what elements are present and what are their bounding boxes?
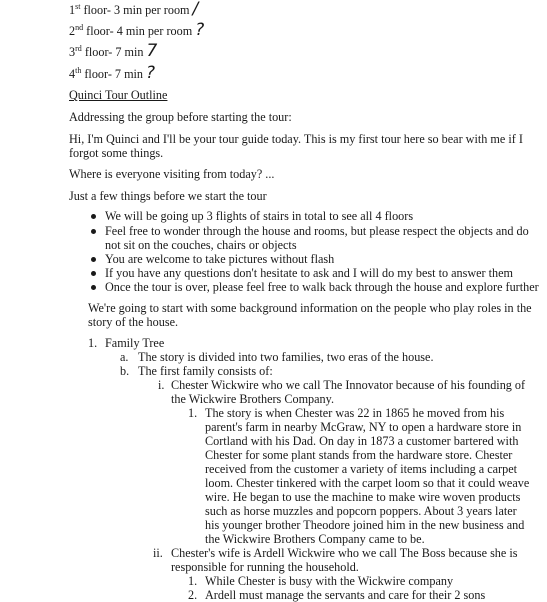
handwritten-mark: 7: [146, 41, 158, 61]
bullet-item: You are welcome to take pictures without flash: [105, 252, 335, 266]
bullet-dot: [91, 214, 96, 219]
intro-line-2: forgot some things.: [69, 146, 164, 160]
outline-label: 2.: [188, 588, 198, 602]
bullet-dot: [91, 285, 96, 290]
chester-story-line: wire. He began to use the machine to make wire woven products: [205, 490, 521, 504]
background-line-1: We're going to start with some background information on the people who play roles in the: [88, 301, 532, 315]
bullet-item: If you have any questions don't hesitate to ask and I will do my best to answer them: [105, 266, 514, 280]
bullet-dot: [91, 271, 96, 276]
outline-label: a.: [120, 350, 129, 364]
chester-story-line: Chester for some plant stands from the hardware store. Chester: [205, 448, 513, 462]
floor-line-2: 2nd floor- 4 min per room ?: [69, 20, 205, 40]
chester-story-line: his younger brother Theodore joined him in the new business and: [205, 518, 525, 532]
chester-story-line: Cortland with his Dad. On day in 1873 a customer bartered with: [205, 434, 519, 448]
bullet-dot: [91, 229, 96, 234]
outline-label: i.: [158, 378, 165, 392]
addressing-heading: Addressing the group before starting the tour:: [69, 110, 292, 124]
floor-line-3: 3rd floor- 7 min 7: [69, 41, 158, 61]
outline-label: 1.: [188, 406, 198, 420]
outline-item-i: Chester Wickwire who we call The Innovator because of his founding of: [171, 378, 526, 392]
where-from-line: Where is everyone visiting from today? ...: [69, 167, 275, 181]
handwritten-mark: ?: [195, 20, 205, 40]
bullet-dot: [91, 257, 96, 262]
chester-story-line: the Wickwire Brothers Company came to be.: [205, 532, 425, 546]
outline-title: Quinci Tour Outline: [69, 88, 168, 102]
outline-item-ii-2: Ardell must manage the servants and care for their 2 sons: [205, 588, 486, 602]
outline-label: b.: [120, 364, 130, 378]
chester-story-line: parent's farm in nearby McGraw, NY to open a hardware store in: [205, 420, 522, 434]
few-things-line: Just a few things before we start the tour: [69, 189, 267, 203]
outline-item-ii-continued: responsible for running the household.: [171, 560, 359, 574]
outline-item-b: The first family consists of:: [138, 364, 273, 378]
intro-line-1: Hi, I'm Quinci and I'll be your tour guide today. This is my first tour here so bear with me if I: [69, 132, 523, 146]
outline-item-ii: Chester's wife is Ardell Wickwire who we call The Boss because she is: [171, 546, 518, 560]
bullet-item: Once the tour is over, please feel free to walk back through the house and explore further: [105, 280, 539, 294]
outline-item-i-continued: the Wickwire Brothers Company.: [171, 392, 334, 406]
outline-label: ii.: [153, 546, 163, 560]
outline-number: 1.: [88, 336, 98, 350]
background-line-2: story of the house.: [88, 315, 179, 329]
chester-story-line: received from the customer a variety of items including a carpet: [205, 462, 518, 476]
handwritten-mark: /: [192, 0, 199, 19]
chester-story-line: such as horse muzzles and popcorn poppers. About 3 years later: [205, 504, 517, 518]
bullet-item-continued: not sit on the couches, chairs or objects: [105, 238, 297, 252]
chester-story-line: The story is when Chester was 22 in 1865 he moved from his: [205, 406, 505, 420]
bullet-item: We will be going up 3 flights of stairs in total to see all 4 floors: [105, 209, 414, 223]
bullet-item: Feel free to wonder through the house and rooms, but please respect the objects and do: [105, 224, 529, 238]
family-tree-heading: Family Tree: [105, 336, 165, 350]
outline-item-ii-1: While Chester is busy with the Wickwire company: [205, 574, 454, 588]
floor-line-4: 4th floor- 7 min ?: [69, 63, 156, 83]
chester-story-line: loom. Chester tinkered with the carpet loom so that it could weave: [205, 476, 530, 490]
outline-label: 1.: [188, 574, 198, 588]
floor-line-1: 1st floor- 3 min per room /: [69, 0, 199, 19]
outline-item-a: The story is divided into two families, two eras of the house.: [138, 350, 434, 364]
handwritten-mark: ?: [146, 63, 156, 83]
